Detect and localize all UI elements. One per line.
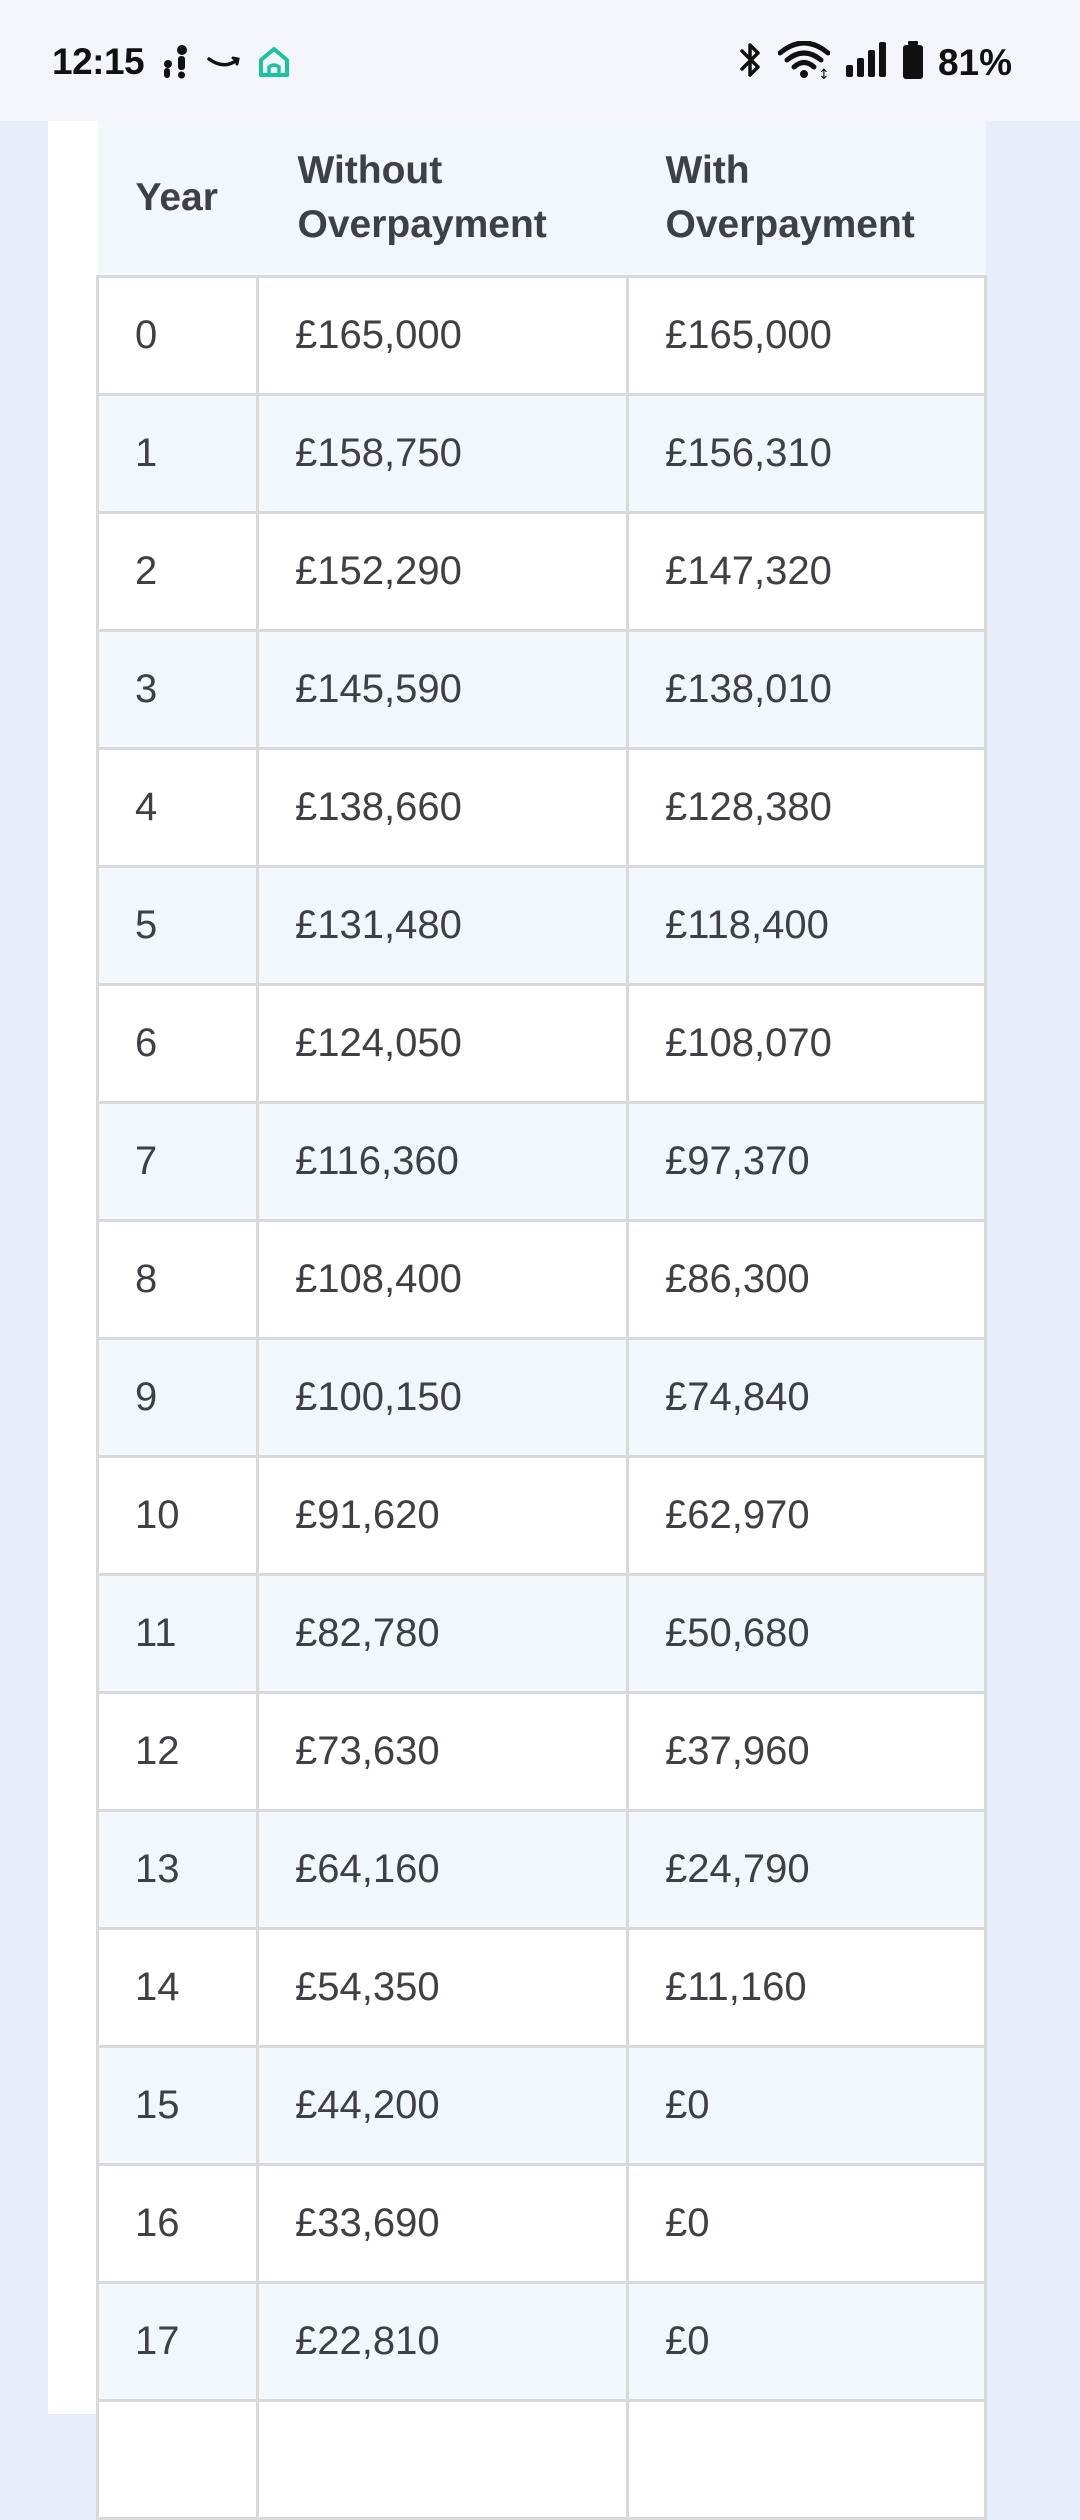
wifi-icon [778,41,830,84]
table-row [98,1575,986,1693]
cell-year: 5 [98,867,258,985]
cell-without-overpayment: £124,050 [258,985,628,1103]
cell-without-overpayment: £152,290 [258,513,628,631]
table-row [98,631,986,749]
table-row [98,2283,986,2401]
cell-with-overpayment: £128,380 [628,749,986,867]
cell-with-overpayment: £0 [628,2047,986,2165]
cell-year: 0 [98,277,258,395]
home-app-icon [256,44,292,85]
header-year: Year [98,121,258,277]
cell-without-overpayment: £73,630 [258,1693,628,1811]
amazon-icon [206,50,242,79]
table-row [98,1103,986,1221]
cell-without-overpayment: £33,690 [258,2165,628,2283]
cell-without-overpayment: £116,360 [258,1103,628,1221]
header-with-overpayment: With Overpayment [628,121,986,277]
table-row [98,513,986,631]
table-row [98,395,986,513]
cell-with-overpayment: £50,680 [628,1575,986,1693]
table-row [98,1811,986,1929]
system-icons [738,40,1012,85]
cell-year: 14 [98,1929,258,2047]
table-row [98,1693,986,1811]
battery-percent: 81% [937,41,1012,83]
cell-with-overpayment: £147,320 [628,513,986,631]
cell-with-overpayment: £37,960 [628,1693,986,1811]
cell-with-overpayment: £108,070 [628,985,986,1103]
cell-without-overpayment: £44,200 [258,2047,628,2165]
cell-with-overpayment: £97,370 [628,1103,986,1221]
cell-year: 9 [98,1339,258,1457]
cell-with-overpayment: £24,790 [628,1811,986,1929]
cell-with-overpayment: £62,970 [628,1457,986,1575]
table-header-row [98,121,986,277]
cell-year: 4 [98,749,258,867]
cell-year: 13 [98,1811,258,1929]
table-row [98,867,986,985]
cell-with-overpayment: £74,840 [628,1339,986,1457]
battery-icon [902,40,924,85]
svg-text:↕: ↕ [817,67,830,79]
overpayment-table [96,121,987,2520]
cell-with-overpayment: £0 [628,2283,986,2401]
cell-without-overpayment: £22,810 [258,2283,628,2401]
cell-year: 12 [98,1693,258,1811]
status-bar [0,0,1080,121]
cell-year: 1 [98,395,258,513]
table-row [98,749,986,867]
cell-with-overpayment: £156,310 [628,395,986,513]
notification-icons [162,44,292,85]
table-row [98,985,986,1103]
cell-without-overpayment: £91,620 [258,1457,628,1575]
cell-year: 10 [98,1457,258,1575]
cell-year: 15 [98,2047,258,2165]
table-row [98,2165,986,2283]
cell-year: 11 [98,1575,258,1693]
table-row [98,1339,986,1457]
cell-without-overpayment: £145,590 [258,631,628,749]
cell-without-overpayment: £54,350 [258,1929,628,2047]
table-row [98,2047,986,2165]
cell-year: 16 [98,2165,258,2283]
cell-without-overpayment: £158,750 [258,395,628,513]
signal-icon [844,41,888,84]
cell-with-overpayment [628,2401,986,2519]
cell-without-overpayment: £131,480 [258,867,628,985]
table-row [98,1221,986,1339]
cell-without-overpayment: £82,780 [258,1575,628,1693]
cell-without-overpayment: £64,160 [258,1811,628,1929]
table-row [98,1457,986,1575]
cell-year: 7 [98,1103,258,1221]
cell-with-overpayment: £11,160 [628,1929,986,2047]
cell-with-overpayment: £138,010 [628,631,986,749]
cell-year: 17 [98,2283,258,2401]
cell-with-overpayment: £86,300 [628,1221,986,1339]
cell-year: 3 [98,631,258,749]
cell-with-overpayment: £118,400 [628,867,986,985]
cell-year: 8 [98,1221,258,1339]
cell-without-overpayment: £100,150 [258,1339,628,1457]
cell-without-overpayment: £165,000 [258,277,628,395]
cell-year [98,2401,258,2519]
table-row [98,277,986,395]
cell-year: 6 [98,985,258,1103]
status-time: 12:15 [52,41,145,82]
table-row [98,2401,986,2519]
cell-without-overpayment [258,2401,628,2519]
table-row [98,1929,986,2047]
cell-with-overpayment: £165,000 [628,277,986,395]
cell-with-overpayment: £0 [628,2165,986,2283]
bluetooth-icon [738,41,764,84]
notification-person-icon [162,44,192,85]
header-without-overpayment: Without Overpayment [258,121,628,277]
cell-year: 2 [98,513,258,631]
cell-without-overpayment: £108,400 [258,1221,628,1339]
cell-without-overpayment: £138,660 [258,749,628,867]
